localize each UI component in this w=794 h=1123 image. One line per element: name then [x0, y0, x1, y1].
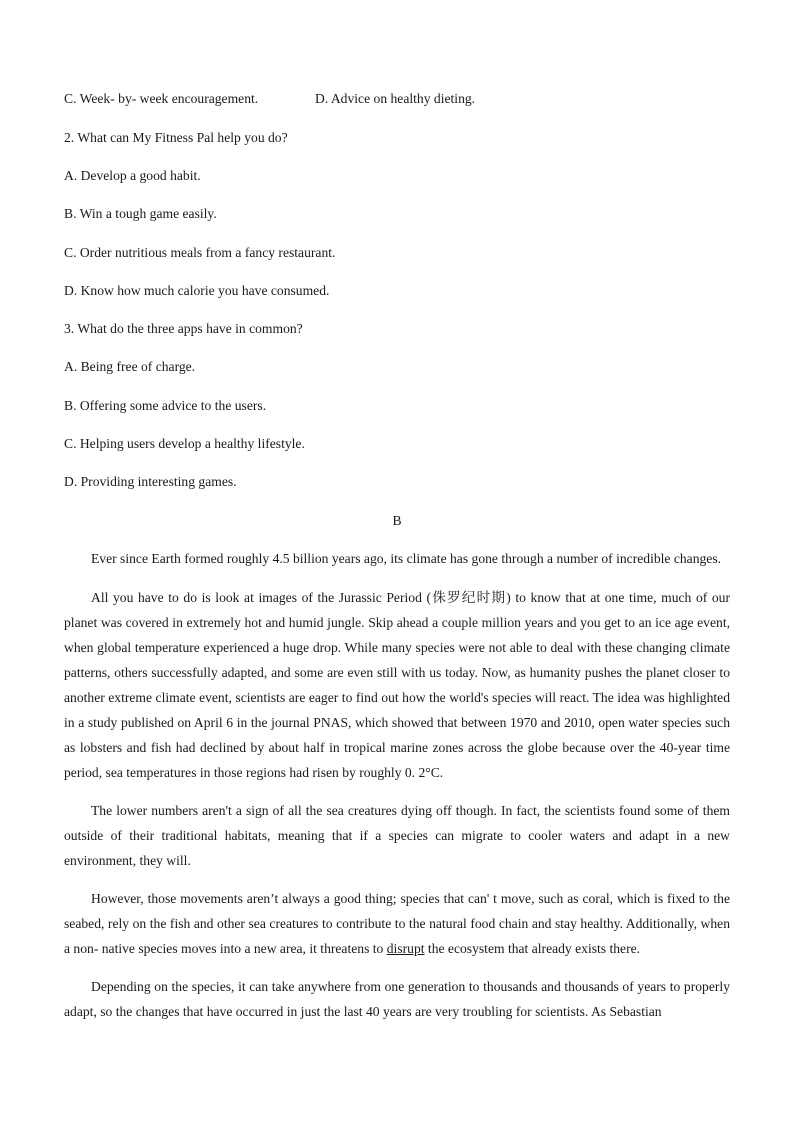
q3-option-b: B. Offering some advice to the users.: [64, 398, 267, 413]
underlined-word-disrupt: disrupt: [386, 941, 425, 956]
section-b-heading: B: [392, 513, 402, 528]
q2-option-b: B. Win a tough game easily.: [64, 206, 217, 221]
q2-option-a: A. Develop a good habit.: [64, 168, 201, 183]
q1-option-d: D. Advice on healthy dieting.: [315, 91, 476, 106]
paragraph-4-end: the ecosystem that already exists there.: [424, 941, 641, 956]
q3-option-d: D. Providing interesting games.: [64, 474, 237, 489]
q2-question: 2. What can My Fitness Pal help you do?: [64, 130, 288, 145]
paragraph-2: All you have to do is look at images of the Jurassic Period (侏罗纪时期) to know that at one time, much of our planet was covered in extremely hot and humid jungle. Skip ahead a couple million years and you get to an ice age event, when global temperature experienced a huge drop. While many species were not able to deal with these changing climate patterns, others successfully adapted, and some are even still with us today. Now, as humanity pushes the planet closer to another extreme climate event, scientists are eager to find out how the world's species will react. The idea was highlighted in a study published on April 6 in the journal PNAS, which showed that between 1970 and 2010, open water species such as lobsters and fish had declined by about half in tropical marine zones across the globe because over the 40-year time period, sea temperatures in those regions had risen by roughly 0. 2°C.: [64, 590, 730, 780]
q3-option-c: C. Helping users develop a healthy lifestyle.: [64, 436, 305, 451]
q3-option-a: A. Being free of charge.: [64, 359, 196, 374]
paragraph-4: [64, 886, 730, 961]
passage-b-p2: [64, 585, 730, 785]
paragraph-5: Depending on the species, it can take anywhere from one generation to thousands and thousands of years to properly adapt, so the changes that have occurred in just the last 40 years are very troubling for scientists. As Sebastian: [64, 979, 730, 1019]
q2-option-c: C. Order nutritious meals from a fancy restaurant.: [64, 245, 336, 260]
paragraph-3: The lower numbers aren't a sign of all the sea creatures dying off though. In fact, the scientists found some of them outside of their traditional habitats, meaning that if a species can migrate to cooler waters and adapt in a new environment, they will.: [64, 803, 730, 868]
q1-option-c: C. Week- by- week encouragement.: [64, 91, 259, 106]
q1-options-cd: [64, 90, 476, 108]
paragraph-4-start: However, those movements aren’t always a good thing; species that can' t move, such as coral, which is fixed to the seabed, rely on the fish and other sea creatures to contribute to the natural food chain and stay healthy. Additionally, when a non- native species moves into a new area, it threatens to: [64, 891, 730, 956]
paragraph-1: Ever since Earth formed roughly 4.5 billion years ago, its climate has gone through a number of incredible changes.: [91, 551, 722, 566]
passage-b-p4: [64, 886, 730, 961]
passage-b-p1: [64, 546, 730, 571]
q2-option-d: D. Know how much calorie you have consumed.: [64, 283, 330, 298]
passage-b-p3: [64, 798, 730, 873]
passage-b-p5: [64, 974, 730, 1024]
q3-question: 3. What do the three apps have in common?: [64, 321, 303, 336]
